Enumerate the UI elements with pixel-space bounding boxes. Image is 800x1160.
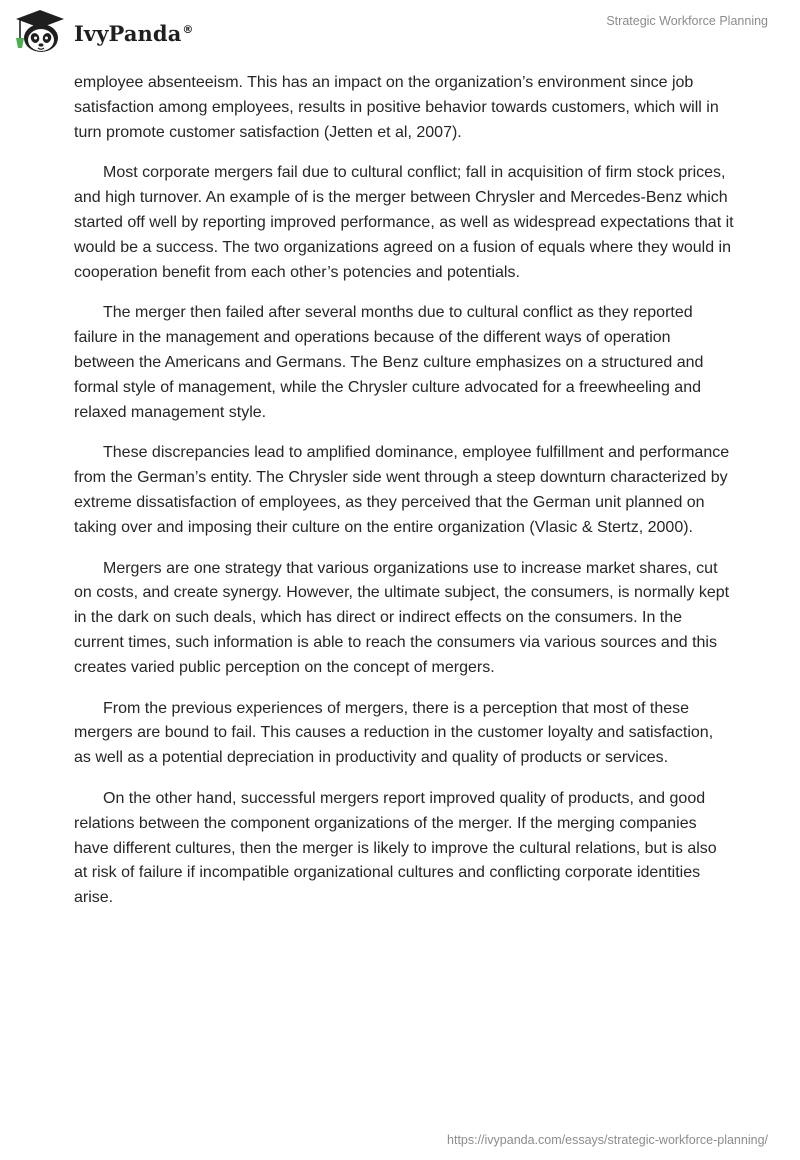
registered-mark: ® — [182, 22, 194, 36]
document-title: Strategic Workforce Planning — [606, 14, 768, 28]
essay-body — [74, 71, 734, 927]
paragraph-2: Most corporate mergers fail due to cultural conflict; fall in acquisition of firm stock prices, and high turnover. An example of is the merger between Chrysler and Mercedes-Benz which started off well by reporting improved performance, as well as widespread expectations that it would be a success. The two organizations agreed on a fusion of equals where they would in cooperation benefit from each other’s potencies and potentials. — [74, 164, 734, 281]
panda-logo-icon — [14, 8, 66, 56]
paragraph-7: On the other hand, successful mergers report improved quality of products, and good relations between the component organizations of the merger. If the merging companies have different cultures, then the merger is likely to improve the cultural relations, but is also at risk of failure if incompatible organizational cultures and conflicting corporate identities arise. — [74, 789, 717, 907]
brand-name — [74, 21, 194, 46]
paragraph-5: Mergers are one strategy that various organizations use to increase market shares, cut on costs, and create synergy. However, the ultimate subject, the consumers, is normally kept in the dark on such deals, which has direct or indirect effects on the consumers. In the current times, such information is able to reach the consumers via various sources and this creates varied public perception on the concept of mergers. — [74, 559, 730, 676]
paragraph-1: employee absenteeism. This has an impact on the organization’s environment since job satisfaction among employees, results in positive behavior towards customers, which will in turn promote customer satisfaction (Jetten et al, 2007). — [74, 74, 719, 141]
paragraph-3: The merger then failed after several months due to cultural conflict as they reported failure in the management and operations because of the different ways of operation between the Americans and Germans. The Benz culture emphasizes on a structured and formal style of management, while the Chrysler culture advocated for a freewheeling and relaxed management style. — [74, 304, 704, 421]
brand-logo-link[interactable] — [14, 8, 194, 56]
paragraph-6: From the previous experiences of mergers, there is a perception that most of these mergers are bound to fail. This causes a reduction in the customer loyalty and satisfaction, as well as a potential depreciation in productivity and quality of products or services. — [74, 699, 714, 767]
paragraph-4: These discrepancies lead to amplified dominance, employee fulfillment and performance from the German’s entity. The Chrysler side went through a steep downturn characterized by extreme dissatisfaction of employees, as they perceived that the German unit planned on taking over and imposing their culture on the entire organization (Vlasic & Stertz, 2000). — [74, 444, 730, 536]
page-header — [0, 0, 800, 62]
source-url-link[interactable]: https://ivypanda.com/essays/strategic-workforce-planning/ — [447, 1133, 768, 1147]
brand-name-text: IvyPanda — [74, 20, 182, 46]
